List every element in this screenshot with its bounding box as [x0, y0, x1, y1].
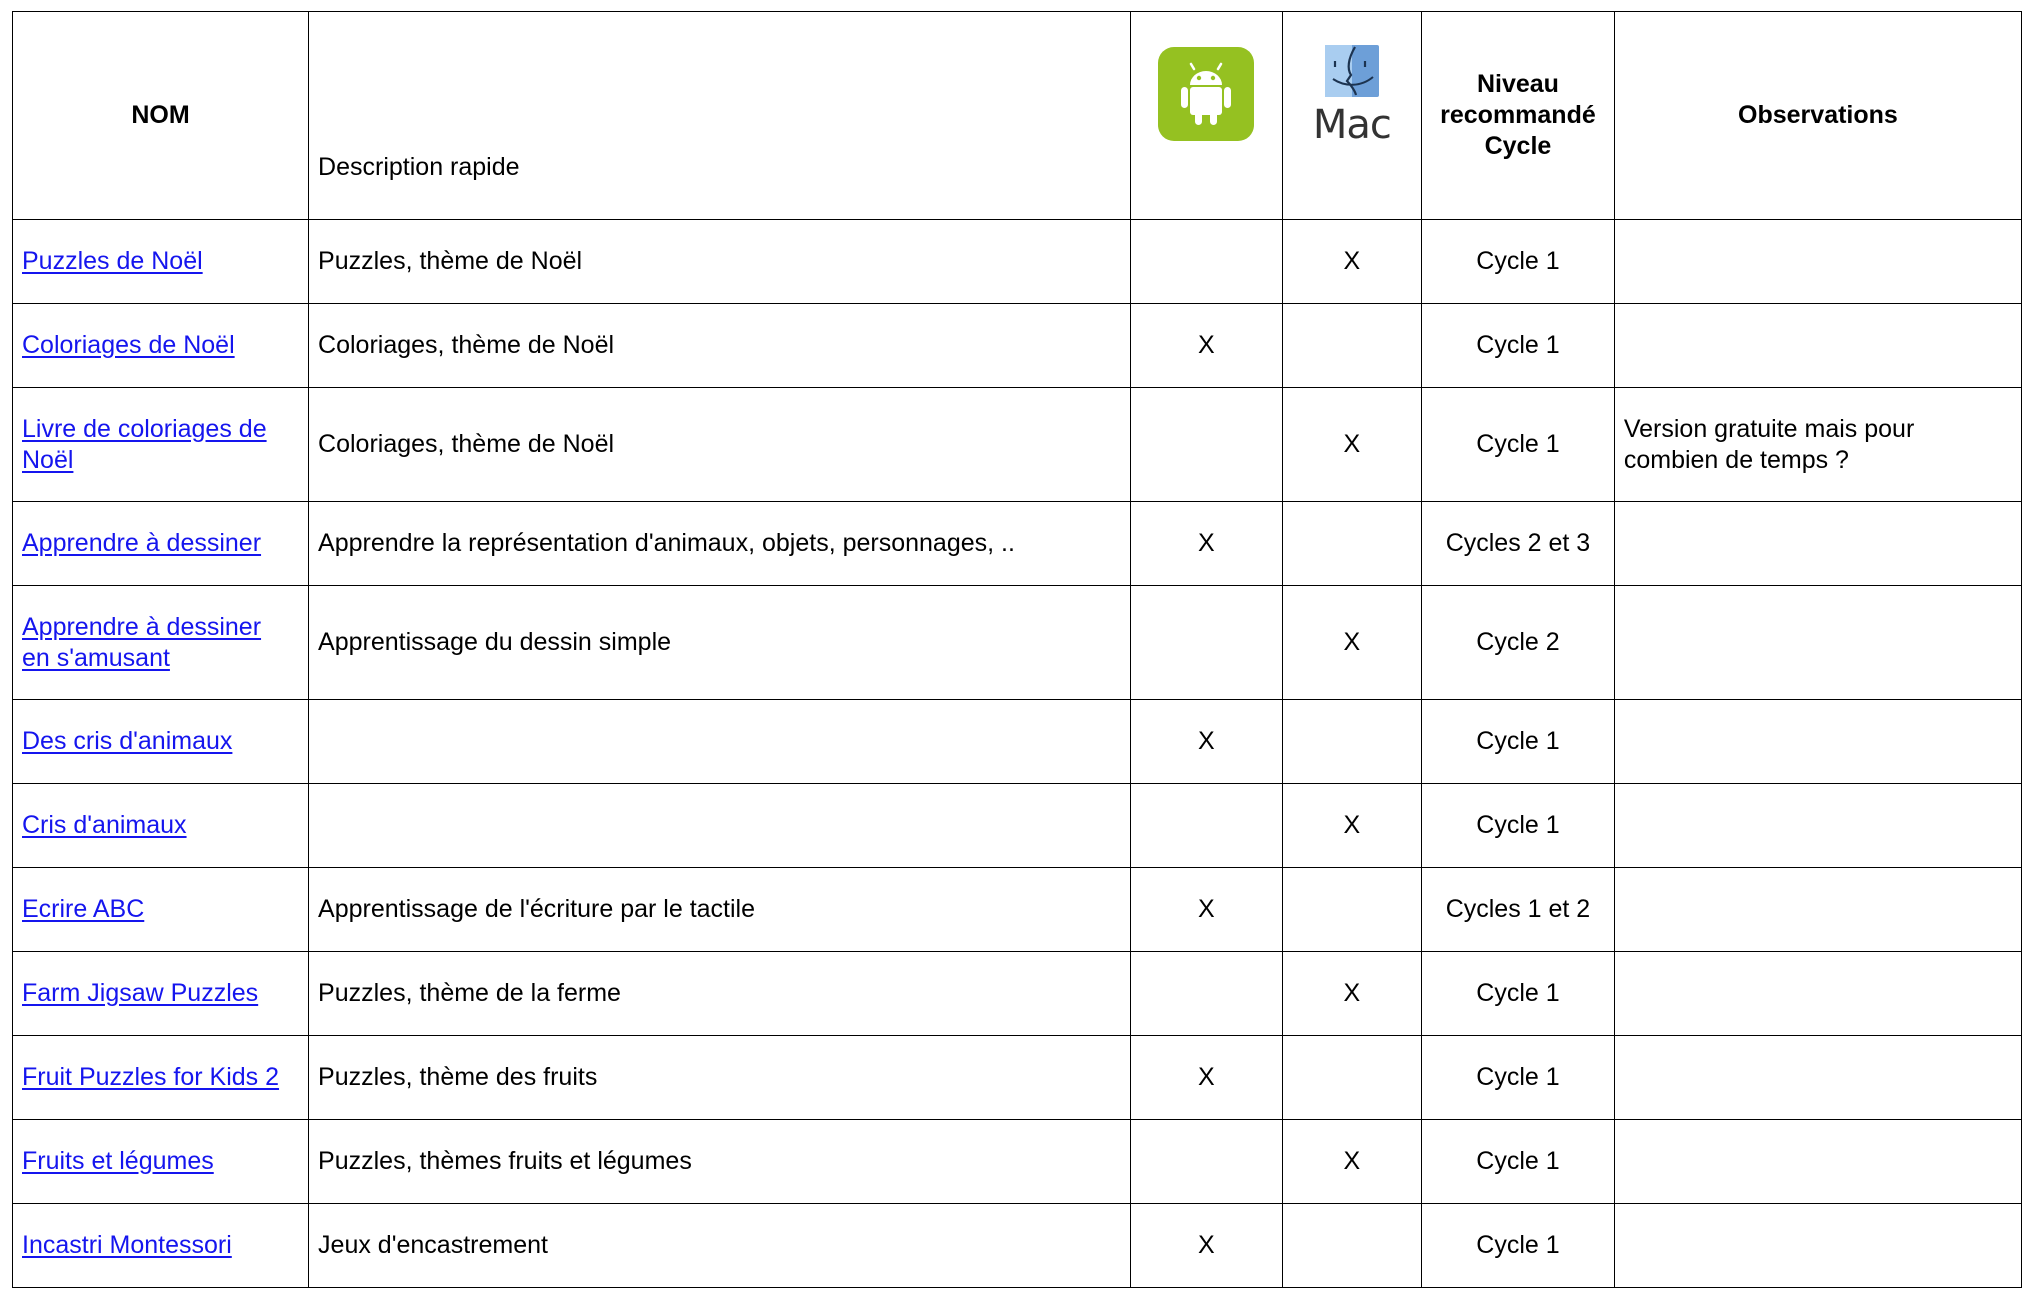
cell-android: X	[1131, 868, 1283, 952]
cell-android	[1131, 586, 1283, 700]
table-row	[13, 502, 2022, 586]
table-row	[13, 868, 2022, 952]
app-name-link[interactable]	[22, 529, 261, 557]
app-name-link[interactable]	[22, 895, 144, 923]
app-name-link[interactable]	[22, 1231, 232, 1259]
cell-description: Apprendre la représentation d'animaux, objets, personnages, ..	[309, 502, 1131, 586]
cell-mac	[1282, 502, 1421, 586]
header-description: Description rapide	[309, 12, 1131, 220]
header-android	[1131, 12, 1283, 220]
cell-description: Apprentissage du dessin simple	[309, 586, 1131, 700]
app-name-line1: Puzzles de Noël	[22, 247, 203, 275]
cell-mac: X	[1282, 220, 1421, 304]
mac-label: Mac	[1312, 101, 1391, 148]
app-name-line1: Farm Jigsaw Puzzles	[22, 979, 259, 1007]
table-row	[13, 700, 2022, 784]
apps-table	[12, 11, 2022, 1288]
table-row	[13, 1204, 2022, 1288]
cell-mac	[1282, 1204, 1421, 1288]
app-name-link[interactable]	[22, 727, 232, 755]
cell-observations	[1614, 1204, 2021, 1288]
app-name-line2: en s'amusant	[22, 643, 170, 672]
cell-observations	[1614, 304, 2021, 388]
cell-mac	[1282, 1036, 1421, 1120]
cell-observations	[1614, 784, 2021, 868]
cell-nom	[13, 586, 309, 700]
cell-mac: X	[1282, 784, 1421, 868]
cell-description: Puzzles, thème des fruits	[309, 1036, 1131, 1120]
table-row	[13, 304, 2022, 388]
table-row	[13, 1120, 2022, 1204]
header-observations: Observations	[1614, 12, 2021, 220]
cell-android	[1131, 220, 1283, 304]
cell-description: Coloriages, thème de Noël	[309, 304, 1131, 388]
cell-niveau: Cycle 1	[1422, 220, 1615, 304]
table-row	[13, 1036, 2022, 1120]
cell-mac: X	[1282, 1120, 1421, 1204]
header-nom: NOM	[13, 12, 309, 220]
cell-android: X	[1131, 700, 1283, 784]
cell-description	[309, 784, 1131, 868]
app-name-link[interactable]	[22, 1063, 279, 1091]
cell-niveau: Cycle 1	[1422, 700, 1615, 784]
cell-android: X	[1131, 502, 1283, 586]
cell-nom	[13, 1204, 309, 1288]
cell-niveau: Cycle 1	[1422, 1204, 1615, 1288]
table-row	[13, 220, 2022, 304]
android-icon	[1158, 47, 1254, 141]
header-niveau-line1: Niveau	[1476, 70, 1559, 98]
table-row	[13, 388, 2022, 502]
app-name-line1: Des cris d'animaux	[22, 727, 233, 755]
cell-niveau: Cycle 1	[1422, 1120, 1615, 1204]
cell-android: X	[1131, 1204, 1283, 1288]
app-name-link[interactable]	[22, 247, 203, 275]
cell-nom	[13, 388, 309, 502]
cell-observations	[1614, 1120, 2021, 1204]
header-mac	[1282, 12, 1421, 220]
header-niveau-line2: recommandé	[1440, 101, 1596, 129]
cell-android: X	[1131, 1036, 1283, 1120]
cell-android	[1131, 388, 1283, 502]
app-name-line1: Cris d'animaux	[22, 811, 187, 839]
table-row	[13, 784, 2022, 868]
app-name-line1: Coloriages de Noël	[22, 331, 235, 359]
table-row	[13, 952, 2022, 1036]
cell-observations	[1614, 502, 2021, 586]
app-name-link[interactable]	[22, 331, 235, 359]
app-name-line1: Livre de coloriages de	[22, 414, 267, 443]
observation-line2: combien de temps ?	[1623, 445, 1849, 474]
cell-mac	[1282, 700, 1421, 784]
cell-description	[309, 700, 1131, 784]
cell-niveau: Cycle 2	[1422, 586, 1615, 700]
cell-observations	[1614, 1036, 2021, 1120]
cell-niveau: Cycles 2 et 3	[1422, 502, 1615, 586]
cell-niveau: Cycles 1 et 2	[1422, 868, 1615, 952]
app-name-link[interactable]	[22, 613, 261, 672]
cell-android	[1131, 784, 1283, 868]
cell-nom	[13, 952, 309, 1036]
cell-android	[1131, 1120, 1283, 1204]
app-name-link[interactable]	[22, 979, 258, 1007]
table-row	[13, 586, 2022, 700]
cell-observations	[1614, 868, 2021, 952]
cell-nom	[13, 1036, 309, 1120]
app-name-line1: Ecrire ABC	[22, 895, 145, 923]
app-name-link[interactable]	[22, 1147, 214, 1175]
cell-nom	[13, 304, 309, 388]
cell-mac	[1282, 304, 1421, 388]
header-niveau	[1422, 12, 1615, 220]
mac-finder-icon	[1312, 45, 1392, 148]
cell-description: Apprentissage de l'écriture par le tactile	[309, 868, 1131, 952]
cell-observations	[1614, 952, 2021, 1036]
app-name-link[interactable]	[22, 415, 267, 474]
app-name-line1: Apprendre à dessiner	[22, 529, 262, 557]
cell-observations	[1614, 388, 2021, 502]
cell-nom	[13, 220, 309, 304]
cell-mac: X	[1282, 388, 1421, 502]
app-name-line1: Fruit Puzzles for Kids 2	[22, 1063, 280, 1091]
app-name-line2: Noël	[22, 445, 74, 474]
cell-mac	[1282, 868, 1421, 952]
cell-niveau: Cycle 1	[1422, 952, 1615, 1036]
app-name-line1: Apprendre à dessiner	[22, 612, 262, 641]
cell-description: Puzzles, thème de Noël	[309, 220, 1131, 304]
cell-description: Puzzles, thèmes fruits et légumes	[309, 1120, 1131, 1204]
cell-description: Jeux d'encastrement	[309, 1204, 1131, 1288]
header-row	[13, 12, 2022, 220]
cell-description: Puzzles, thème de la ferme	[309, 952, 1131, 1036]
cell-niveau: Cycle 1	[1422, 784, 1615, 868]
cell-mac: X	[1282, 952, 1421, 1036]
cell-nom	[13, 868, 309, 952]
app-name-line1: Incastri Montessori	[22, 1231, 232, 1259]
observation-line1: Version gratuite mais pour	[1623, 414, 1915, 443]
cell-mac: X	[1282, 586, 1421, 700]
cell-niveau: Cycle 1	[1422, 388, 1615, 502]
cell-nom	[13, 502, 309, 586]
cell-description: Coloriages, thème de Noël	[309, 388, 1131, 502]
app-name-link[interactable]	[22, 811, 187, 839]
cell-observations	[1614, 220, 2021, 304]
cell-observations	[1614, 586, 2021, 700]
cell-nom	[13, 784, 309, 868]
cell-android	[1131, 952, 1283, 1036]
cell-niveau: Cycle 1	[1422, 1036, 1615, 1120]
cell-android: X	[1131, 304, 1283, 388]
cell-nom	[13, 1120, 309, 1204]
cell-observations	[1614, 700, 2021, 784]
app-name-line1: Fruits et légumes	[22, 1147, 214, 1175]
cell-niveau: Cycle 1	[1422, 304, 1615, 388]
header-niveau-line3: Cycle	[1484, 132, 1552, 160]
cell-nom	[13, 700, 309, 784]
